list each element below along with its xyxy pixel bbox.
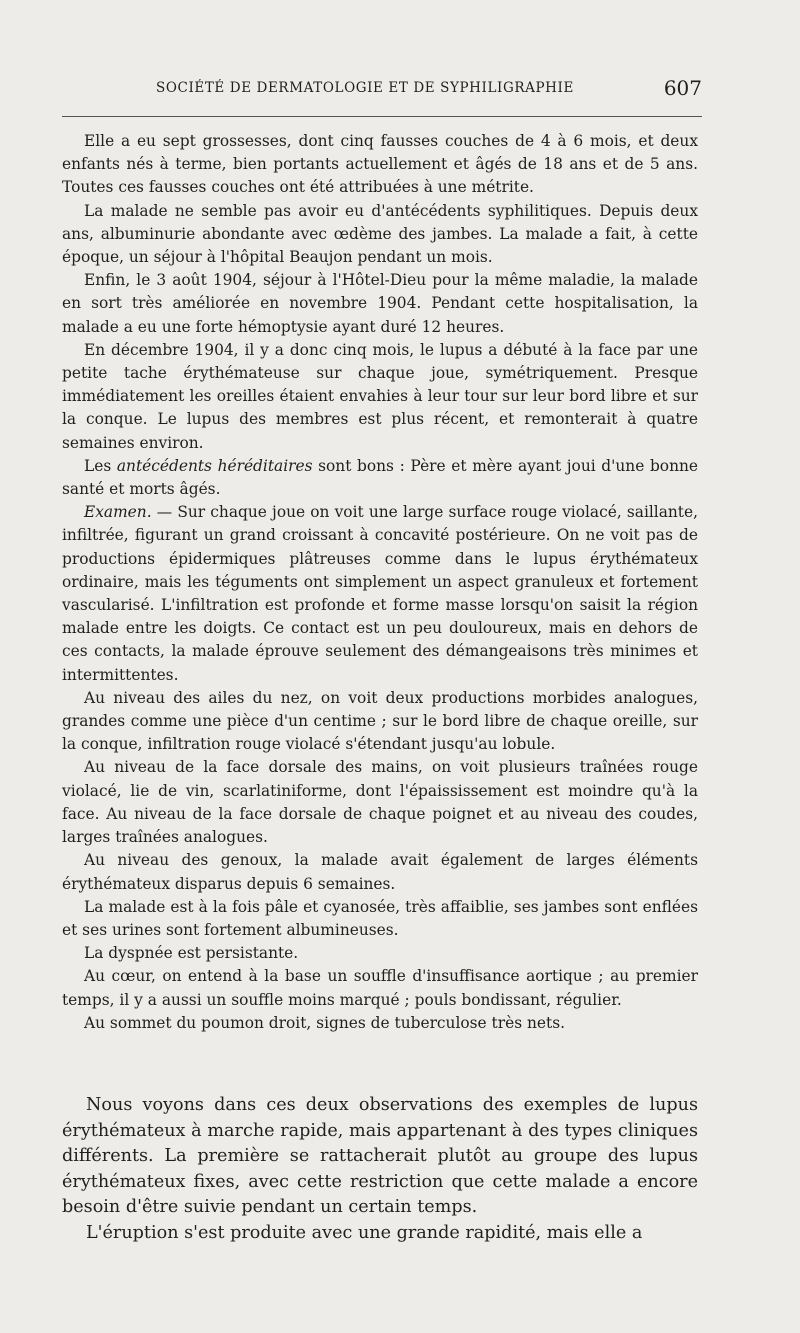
paragraph-general-state: La malade est à la fois pâle et cyanosée, très affaiblie, ses jambes sont enflées et ses urines sont fortement albumineuses. <box>62 897 698 939</box>
paragraph-heart: Au cœur, on entend à la base un souffle d'insuffisance aortique ; au premier temps, il y a aussi un souffle moins marqué ; pouls bondissant, régulier. <box>62 967 698 1009</box>
italic-heading: Examen. <box>84 503 152 522</box>
paragraph-hospitalisation: Enfin, le 3 août 1904, séjour à l'Hôtel-Dieu pour la même maladie, la malade en sort très améliorée en novembre 1904. Pendant cette hospitalisation, la malade a eu une forte hémoptysie ayant duré 12 heures. <box>62 271 698 336</box>
paragraph-hands: Au niveau de la face dorsale des mains, on voit plusieurs traînées rouge violacé, lie de vin, scarlatiniforme, dont l'épaississement est moindre qu'à la face. Au niveau de la face dorsale de chaque poignet et au niveau des coudes, larges traînées analogues. <box>62 758 698 847</box>
paragraph-pregnancies: Elle a eu sept grossesses, dont cinq fausses couches de 4 à 6 mois, et deux enfants nés à terme, bien portants actuellement et âgés de 18 ans et de 5 ans. Toutes ces fausses couches ont été attribuées à une métrite. <box>62 132 698 197</box>
discussion-paragraph: L'éruption s'est produite avec une grande rapidité, mais elle a <box>86 1222 643 1243</box>
paragraph-dyspnea: La dyspnée est persistante. <box>84 944 299 963</box>
paragraph-antecedents: La malade ne semble pas avoir eu d'antécédents syphilitiques. Depuis deux ans, albuminurie abondante avec œdème des jambes. La malade a fait, à cette époque, un séjour à l'hôpital Beaujon pendant un mois. <box>62 201 698 267</box>
header-rule <box>62 116 702 117</box>
paragraph-nose-ears: Au niveau des ailes du nez, on voit deux productions morbides analogues, grandes comme une pièce d'un centime ; sur le bord libre de chaque oreille, sur la conque, infiltration rouge violacé s'étendant jusqu'au lobule. <box>62 688 698 754</box>
page-number: 607 <box>663 76 702 100</box>
paragraph-knees: Au niveau des genoux, la malade avait également de larges éléments érythémateux disparus depuis 6 semaines. <box>62 851 698 893</box>
page-header <box>62 78 702 102</box>
italic-heading: antécédents héréditaires <box>116 456 313 475</box>
case-report <box>62 130 698 1035</box>
paragraph-heredity: Les antécédents héréditaires sont bons : Père et mère ayant joui d'une bonne santé et morts âgés. <box>62 456 698 499</box>
discussion <box>62 1093 698 1246</box>
paragraph-lupus-onset: En décembre 1904, il y a donc cinq mois, le lupus a débuté à la face par une petite tache érythémateuse sur chaque joue, symétriquement. Presque immédiatement les oreilles étaient envahies à leur tour sur leur bord libre et sur la conque. Le lupus des membres est plus récent, et remonterait à quatre semaines environ. <box>62 340 698 452</box>
discussion-paragraph: Nous voyons dans ces deux observations des exemples de lupus érythémateux à marche rapide, mais appartenant à des types cliniques différents. La première se rattacherait plutôt au groupe des lupus érythémateux fixes, avec cette restriction que cette malade a encore besoin d'être suivie pendant un certain temps. <box>62 1095 698 1217</box>
running-title: SOCIÉTÉ DE DERMATOLOGIE ET DE SYPHILIGRAPHIE <box>156 80 574 96</box>
paragraph-lung: Au sommet du poumon droit, signes de tuberculose très nets. <box>84 1013 565 1032</box>
paragraph-examination: Examen. — Sur chaque joue on voit une large surface rouge violacé, saillante, infiltrée, figurant un grand croissant à concavité postérieure. On ne voit pas de productions épidermiques plâtreuses comme dans le lupus érythémateux ordinaire, mais les téguments ont simplement un aspect granuleux et fortement vascularisé. L'infiltration est profonde et forme masse lorsqu'on saisit la région malade entre les doigts. Ce contact est un peu douloureux, mais en dehors de ces contacts, la malade éprouve seulement des démangeaisons très minimes et intermittentes. <box>62 503 698 684</box>
